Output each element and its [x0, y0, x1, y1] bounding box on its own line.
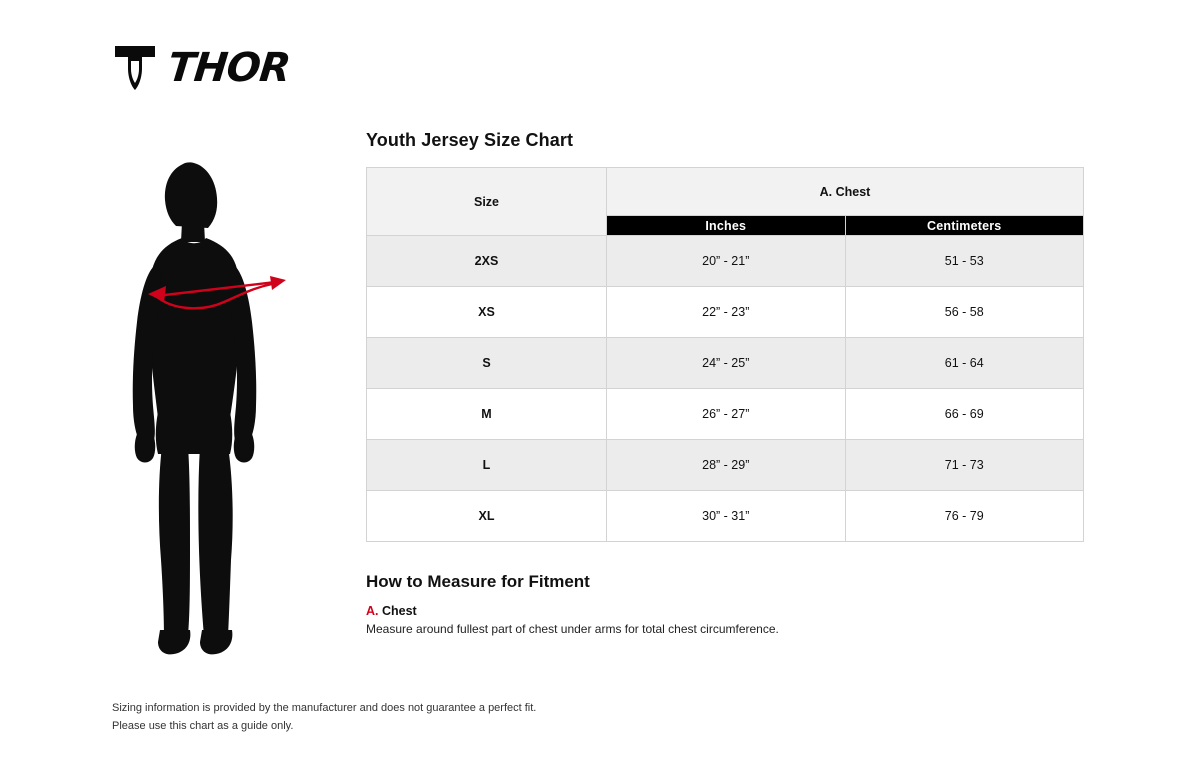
- how-to-measure-section: [366, 572, 1086, 637]
- brand-logo: [112, 44, 290, 92]
- cell-centimeters: 76 - 79: [845, 491, 1084, 542]
- cell-size: 2XS: [367, 236, 607, 287]
- how-to-item-letter: A.: [366, 604, 379, 618]
- disclaimer-line-1: Sizing information is provided by the manufacturer and does not guarantee a perfect fit.: [112, 702, 537, 714]
- size-chart-panel: [366, 130, 1086, 637]
- disclaimer: [112, 700, 536, 735]
- table-row: [367, 287, 1084, 338]
- cell-centimeters: 71 - 73: [845, 440, 1084, 491]
- size-chart-table: [366, 167, 1084, 542]
- how-to-item-heading: [366, 604, 1086, 618]
- how-to-measure-title: How to Measure for Fitment: [366, 572, 590, 591]
- cell-size: XS: [367, 287, 607, 338]
- column-header-inches: Inches: [607, 216, 846, 236]
- cell-size: M: [367, 389, 607, 440]
- table-row: [367, 491, 1084, 542]
- cell-size: XL: [367, 491, 607, 542]
- measurement-figure: [120, 150, 335, 670]
- table-row: [367, 440, 1084, 491]
- table-row: [367, 389, 1084, 440]
- page-title: Youth Jersey Size Chart: [366, 130, 574, 150]
- cell-inches: 22” - 23”: [607, 287, 846, 338]
- cell-inches: 28” - 29”: [607, 440, 846, 491]
- cell-centimeters: 56 - 58: [845, 287, 1084, 338]
- table-row: [367, 236, 1084, 287]
- table-row: [367, 338, 1084, 389]
- disclaimer-line-2: Please use this chart as a guide only.: [112, 719, 294, 732]
- cell-centimeters: 61 - 64: [845, 338, 1084, 389]
- cell-inches: 20” - 21”: [607, 236, 846, 287]
- body-silhouette-icon: [120, 150, 335, 670]
- cell-centimeters: 66 - 69: [845, 389, 1084, 440]
- how-to-item-name: Chest: [381, 604, 417, 618]
- how-to-item-description: Measure around fullest part of chest under arms for total chest circumference.: [366, 622, 779, 636]
- cell-size: S: [367, 338, 607, 389]
- cell-centimeters: 51 - 53: [845, 236, 1084, 287]
- cell-inches: 30” - 31”: [607, 491, 846, 542]
- column-header-chest: A. Chest: [607, 168, 1084, 216]
- brand-wordmark: THOR: [165, 45, 292, 91]
- column-header-centimeters: Centimeters: [845, 216, 1084, 236]
- thor-hammer-icon: [112, 44, 158, 92]
- table-header: [367, 168, 1084, 236]
- cell-inches: 26” - 27”: [607, 389, 846, 440]
- cell-size: L: [367, 440, 607, 491]
- column-header-size: Size: [367, 168, 607, 236]
- table-body: [367, 236, 1084, 542]
- cell-inches: 24” - 25”: [607, 338, 846, 389]
- table-header-row-group: [367, 168, 1084, 216]
